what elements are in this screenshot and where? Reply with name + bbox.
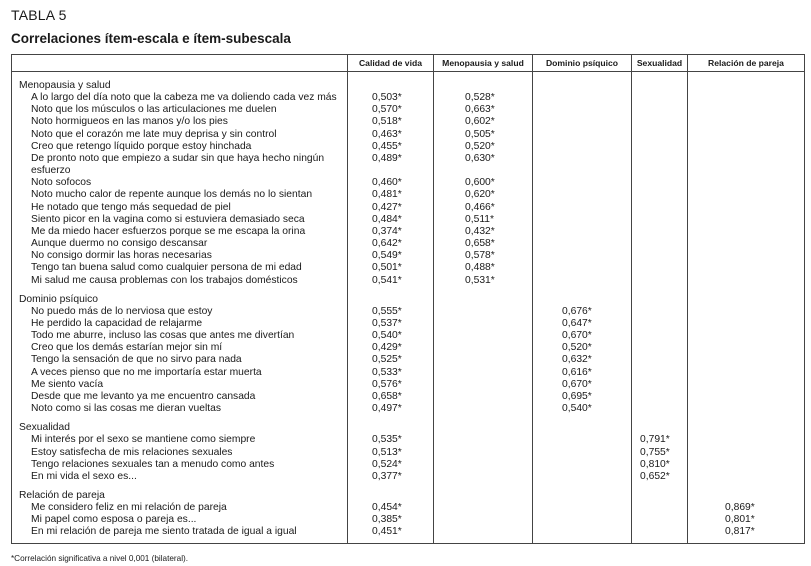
spacer-cell xyxy=(688,483,805,490)
correlation-value xyxy=(688,379,805,391)
item-text: He notado que tengo más sequedad de piel xyxy=(12,202,348,214)
spacer-cell xyxy=(348,539,434,544)
table-row xyxy=(12,153,805,177)
correlation-value: 0,549* xyxy=(348,250,434,262)
section-spacer-cell xyxy=(688,422,805,434)
correlation-value: 0,578* xyxy=(434,250,533,262)
correlation-value: 0,488* xyxy=(434,262,533,274)
table-row xyxy=(12,403,805,415)
correlation-value xyxy=(688,250,805,262)
correlation-value xyxy=(434,379,533,391)
table-row xyxy=(12,459,805,471)
table-title: Correlaciones ítem-escala e ítem-subescala xyxy=(11,31,291,46)
correlation-value xyxy=(632,104,688,116)
correlation-value xyxy=(688,226,805,238)
table-row xyxy=(12,502,805,514)
section-title: Menopausia y salud xyxy=(12,80,348,92)
correlation-value: 0,460* xyxy=(348,177,434,189)
correlation-value: 0,676* xyxy=(533,306,632,318)
item-text: Creo que retengo líquido porque estoy hinchada xyxy=(12,141,348,153)
table-row xyxy=(12,141,805,153)
spacer-cell xyxy=(632,72,688,81)
correlation-value xyxy=(533,116,632,128)
correlation-value xyxy=(434,502,533,514)
spacer-cell xyxy=(12,72,348,81)
item-text: Mi salud me causa problemas con los trabajos domésticos xyxy=(12,275,348,287)
spacer-cell xyxy=(348,415,434,422)
table-row xyxy=(12,202,805,214)
section-spacer-cell xyxy=(348,490,434,502)
correlation-value xyxy=(533,153,632,177)
correlation-value xyxy=(688,202,805,214)
correlation-value: 0,535* xyxy=(348,434,434,446)
correlation-value xyxy=(533,141,632,153)
correlation-value xyxy=(632,116,688,128)
table-row xyxy=(12,514,805,526)
correlation-value xyxy=(632,275,688,287)
table-row xyxy=(12,226,805,238)
correlation-value xyxy=(434,514,533,526)
table-row xyxy=(12,116,805,128)
spacer-cell xyxy=(533,483,632,490)
spacer-cell xyxy=(533,287,632,294)
spacer-cell xyxy=(434,539,533,544)
correlation-value xyxy=(434,403,533,415)
correlation-value xyxy=(688,330,805,342)
correlation-value: 0,501* xyxy=(348,262,434,274)
spacer-cell xyxy=(348,72,434,81)
spacer-cell xyxy=(434,72,533,81)
item-text: En mi relación de pareja me siento tratada de igual a igual xyxy=(12,526,348,538)
item-text: De pronto noto que empiezo a sudar sin que haya hecho ningún esfuerzo xyxy=(12,153,348,177)
correlation-value xyxy=(632,189,688,201)
correlation-value: 0,427* xyxy=(348,202,434,214)
header-dominio-psiquico: Dominio psíquico xyxy=(533,55,632,72)
correlation-value: 0,481* xyxy=(348,189,434,201)
section-title: Relación de pareja xyxy=(12,490,348,502)
item-text: A lo largo del día noto que la cabeza me va doliendo cada vez más xyxy=(12,92,348,104)
spacer-row xyxy=(12,287,805,294)
correlation-value xyxy=(688,447,805,459)
correlation-value xyxy=(434,447,533,459)
correlation-value xyxy=(632,403,688,415)
item-text: Tengo la sensación de que no sirvo para nada xyxy=(12,354,348,366)
correlation-value: 0,555* xyxy=(348,306,434,318)
correlation-value: 0,466* xyxy=(434,202,533,214)
table-row xyxy=(12,526,805,538)
correlation-value xyxy=(632,318,688,330)
item-text: Me siento vacía xyxy=(12,379,348,391)
correlation-value xyxy=(688,403,805,415)
table-row xyxy=(12,250,805,262)
correlation-value xyxy=(632,330,688,342)
correlation-value: 0,620* xyxy=(434,189,533,201)
section-spacer-cell xyxy=(434,490,533,502)
spacer-cell xyxy=(348,287,434,294)
correlation-value xyxy=(688,92,805,104)
correlation-value xyxy=(632,306,688,318)
correlation-value xyxy=(632,502,688,514)
section-spacer-cell xyxy=(533,422,632,434)
item-text: Tengo tan buena salud como cualquier persona de mi edad xyxy=(12,262,348,274)
spacer-cell xyxy=(434,287,533,294)
correlation-value: 0,518* xyxy=(348,116,434,128)
spacer-cell xyxy=(533,539,632,544)
correlation-value: 0,533* xyxy=(348,367,434,379)
correlation-value xyxy=(533,502,632,514)
header-relacion-de-pareja: Relación de pareja xyxy=(688,55,805,72)
correlation-value xyxy=(688,129,805,141)
item-text: Noto sofocos xyxy=(12,177,348,189)
correlation-value: 0,663* xyxy=(434,104,533,116)
correlation-value xyxy=(632,354,688,366)
correlation-value: 0,540* xyxy=(348,330,434,342)
correlation-value xyxy=(632,177,688,189)
item-text: Tengo relaciones sexuales tan a menudo como antes xyxy=(12,459,348,471)
correlation-table xyxy=(11,54,805,544)
item-text: Mi papel como esposa o pareja es... xyxy=(12,514,348,526)
section-spacer-cell xyxy=(434,422,533,434)
correlation-value: 0,497* xyxy=(348,403,434,415)
correlation-value xyxy=(533,250,632,262)
correlation-value: 0,528* xyxy=(434,92,533,104)
correlation-value: 0,670* xyxy=(533,330,632,342)
correlation-value xyxy=(434,318,533,330)
correlation-value: 0,652* xyxy=(632,471,688,483)
correlation-value xyxy=(533,214,632,226)
table-row xyxy=(12,92,805,104)
correlation-value: 0,670* xyxy=(533,379,632,391)
section-spacer-cell xyxy=(688,80,805,92)
correlation-value: 0,602* xyxy=(434,116,533,128)
correlation-value xyxy=(434,526,533,538)
correlation-value xyxy=(533,459,632,471)
correlation-value xyxy=(632,141,688,153)
correlation-value: 0,755* xyxy=(632,447,688,459)
correlation-value xyxy=(434,434,533,446)
correlation-value xyxy=(688,238,805,250)
item-text: Noto que el corazón me late muy deprisa y sin control xyxy=(12,129,348,141)
correlation-value xyxy=(533,262,632,274)
correlation-value: 0,642* xyxy=(348,238,434,250)
section-spacer-cell xyxy=(348,80,434,92)
item-text: Mi interés por el sexo se mantiene como siempre xyxy=(12,434,348,446)
table-row xyxy=(12,354,805,366)
item-text: Todo me aburre, incluso las cosas que antes me divertían xyxy=(12,330,348,342)
spacer-cell xyxy=(12,539,348,544)
spacer-row xyxy=(12,415,805,422)
spacer-cell xyxy=(632,415,688,422)
correlation-value: 0,484* xyxy=(348,214,434,226)
section-spacer-cell xyxy=(348,294,434,306)
correlation-value: 0,632* xyxy=(533,354,632,366)
correlation-value: 0,489* xyxy=(348,153,434,177)
spacer-cell xyxy=(12,287,348,294)
correlation-value: 0,505* xyxy=(434,129,533,141)
correlation-value xyxy=(632,202,688,214)
correlation-value xyxy=(688,177,805,189)
correlation-value xyxy=(533,104,632,116)
correlation-value xyxy=(434,459,533,471)
header-item xyxy=(12,55,348,72)
correlation-value: 0,817* xyxy=(688,526,805,538)
correlation-value xyxy=(632,379,688,391)
correlation-value xyxy=(533,129,632,141)
correlation-value xyxy=(632,367,688,379)
table-label: TABLA 5 xyxy=(11,7,67,23)
correlation-value: 0,600* xyxy=(434,177,533,189)
correlation-value: 0,525* xyxy=(348,354,434,366)
correlation-value: 0,511* xyxy=(434,214,533,226)
correlation-value xyxy=(688,104,805,116)
correlation-value: 0,570* xyxy=(348,104,434,116)
spacer-cell xyxy=(688,415,805,422)
spacer-cell xyxy=(688,287,805,294)
correlation-value xyxy=(688,471,805,483)
section-spacer-cell xyxy=(632,294,688,306)
correlation-value xyxy=(632,526,688,538)
correlation-value: 0,385* xyxy=(348,514,434,526)
section-title: Dominio psíquico xyxy=(12,294,348,306)
item-text: Noto que los músculos o las articulaciones me duelen xyxy=(12,104,348,116)
spacer-cell xyxy=(434,483,533,490)
item-text: Siento picor en la vagina como si estuviera demasiado seca xyxy=(12,214,348,226)
table-row xyxy=(12,471,805,483)
correlation-value xyxy=(533,92,632,104)
table-row xyxy=(12,379,805,391)
spacer-row xyxy=(12,539,805,544)
spacer-cell xyxy=(688,72,805,81)
correlation-value: 0,524* xyxy=(348,459,434,471)
section-spacer-cell xyxy=(348,422,434,434)
item-text: Noto mucho calor de repente aunque los demás no lo sientan xyxy=(12,189,348,201)
correlation-value: 0,576* xyxy=(348,379,434,391)
correlation-value xyxy=(533,238,632,250)
spacer-cell xyxy=(688,539,805,544)
item-text: Desde que me levanto ya me encuentro cansada xyxy=(12,391,348,403)
correlation-value xyxy=(632,129,688,141)
item-text: A veces pienso que no me importaría estar muerta xyxy=(12,367,348,379)
table-body xyxy=(12,72,805,544)
correlation-value xyxy=(533,202,632,214)
spacer-cell xyxy=(12,415,348,422)
correlation-value xyxy=(688,141,805,153)
correlation-value xyxy=(688,262,805,274)
correlation-value: 0,791* xyxy=(632,434,688,446)
section-spacer-cell xyxy=(533,80,632,92)
correlation-value xyxy=(632,214,688,226)
correlation-value xyxy=(434,391,533,403)
spacer-row xyxy=(12,72,805,81)
correlation-value xyxy=(533,526,632,538)
item-text: Creo que los demás estarían mejor sin mí xyxy=(12,342,348,354)
table-row xyxy=(12,104,805,116)
spacer-cell xyxy=(632,539,688,544)
correlation-value xyxy=(434,330,533,342)
table-row xyxy=(12,367,805,379)
correlation-value: 0,630* xyxy=(434,153,533,177)
correlation-value xyxy=(533,226,632,238)
item-text: No puedo más de lo nerviosa que estoy xyxy=(12,306,348,318)
correlation-value xyxy=(688,153,805,177)
correlation-value: 0,503* xyxy=(348,92,434,104)
section-spacer-cell xyxy=(632,422,688,434)
correlation-value xyxy=(688,367,805,379)
correlation-value: 0,540* xyxy=(533,403,632,415)
correlation-value: 0,451* xyxy=(348,526,434,538)
table-row xyxy=(12,342,805,354)
table-row xyxy=(12,275,805,287)
section-row xyxy=(12,80,805,92)
correlation-value xyxy=(434,354,533,366)
correlation-value xyxy=(434,471,533,483)
item-text: Aunque duermo no consigo descansar xyxy=(12,238,348,250)
table-row xyxy=(12,434,805,446)
table-row xyxy=(12,447,805,459)
correlation-value: 0,429* xyxy=(348,342,434,354)
correlation-value: 0,432* xyxy=(434,226,533,238)
section-spacer-cell xyxy=(533,490,632,502)
correlation-value xyxy=(533,447,632,459)
correlation-value: 0,463* xyxy=(348,129,434,141)
correlation-value xyxy=(688,354,805,366)
correlation-value: 0,810* xyxy=(632,459,688,471)
correlation-value xyxy=(688,391,805,403)
table-row xyxy=(12,214,805,226)
correlation-value xyxy=(688,189,805,201)
correlation-value: 0,695* xyxy=(533,391,632,403)
correlation-value: 0,520* xyxy=(533,342,632,354)
section-spacer-cell xyxy=(688,294,805,306)
spacer-cell xyxy=(533,415,632,422)
correlation-value xyxy=(688,459,805,471)
table-row xyxy=(12,318,805,330)
correlation-value: 0,616* xyxy=(533,367,632,379)
spacer-cell xyxy=(434,415,533,422)
section-row xyxy=(12,294,805,306)
correlation-value xyxy=(632,391,688,403)
section-row xyxy=(12,490,805,502)
section-spacer-cell xyxy=(434,80,533,92)
correlation-value xyxy=(434,342,533,354)
correlation-value xyxy=(632,514,688,526)
correlation-value: 0,801* xyxy=(688,514,805,526)
table-row xyxy=(12,129,805,141)
footnote: *Correlación significativa a nivel 0,001 (bilateral). xyxy=(11,554,189,563)
correlation-value xyxy=(688,318,805,330)
correlation-value xyxy=(434,306,533,318)
correlation-value xyxy=(632,238,688,250)
table-row xyxy=(12,262,805,274)
spacer-cell xyxy=(632,287,688,294)
table-row xyxy=(12,330,805,342)
spacer-cell xyxy=(533,72,632,81)
correlation-value: 0,658* xyxy=(348,391,434,403)
correlation-value: 0,513* xyxy=(348,447,434,459)
correlation-value: 0,537* xyxy=(348,318,434,330)
correlation-value xyxy=(533,177,632,189)
item-text: No consigo dormir las horas necesarias xyxy=(12,250,348,262)
correlation-value xyxy=(688,116,805,128)
correlation-value: 0,454* xyxy=(348,502,434,514)
correlation-value: 0,658* xyxy=(434,238,533,250)
table-row xyxy=(12,306,805,318)
table-row xyxy=(12,391,805,403)
correlation-value: 0,520* xyxy=(434,141,533,153)
correlation-value xyxy=(533,434,632,446)
header-menopausia-y-salud: Menopausia y salud xyxy=(434,55,533,72)
correlation-value xyxy=(632,226,688,238)
section-spacer-cell xyxy=(632,80,688,92)
item-text: Me da miedo hacer esfuerzos porque se me escapa la orina xyxy=(12,226,348,238)
correlation-value xyxy=(533,471,632,483)
correlation-value: 0,541* xyxy=(348,275,434,287)
table-row xyxy=(12,238,805,250)
item-text: Noto hormigueos en las manos y/o los pies xyxy=(12,116,348,128)
header-row xyxy=(12,55,805,72)
spacer-cell xyxy=(348,483,434,490)
correlation-value xyxy=(688,434,805,446)
section-title: Sexualidad xyxy=(12,422,348,434)
table-row xyxy=(12,189,805,201)
correlation-value xyxy=(533,189,632,201)
correlation-value: 0,531* xyxy=(434,275,533,287)
spacer-cell xyxy=(12,483,348,490)
header-sexualidad: Sexualidad xyxy=(632,55,688,72)
correlation-value: 0,377* xyxy=(348,471,434,483)
item-text: Me considero feliz en mi relación de pareja xyxy=(12,502,348,514)
header-calidad-de-vida: Calidad de vida xyxy=(348,55,434,72)
correlation-value xyxy=(688,306,805,318)
correlation-value: 0,647* xyxy=(533,318,632,330)
section-spacer-cell xyxy=(434,294,533,306)
item-text: Noto como si las cosas me dieran vueltas xyxy=(12,403,348,415)
item-text: En mi vida el sexo es... xyxy=(12,471,348,483)
correlation-value: 0,455* xyxy=(348,141,434,153)
section-row xyxy=(12,422,805,434)
correlation-value xyxy=(632,250,688,262)
correlation-value xyxy=(688,275,805,287)
correlation-value xyxy=(688,342,805,354)
table-row xyxy=(12,177,805,189)
correlation-value xyxy=(632,153,688,177)
item-text: He perdido la capacidad de relajarme xyxy=(12,318,348,330)
correlation-value xyxy=(632,92,688,104)
item-text: Estoy satisfecha de mis relaciones sexuales xyxy=(12,447,348,459)
section-spacer-cell xyxy=(632,490,688,502)
spacer-row xyxy=(12,483,805,490)
correlation-value xyxy=(533,275,632,287)
correlation-value xyxy=(533,514,632,526)
spacer-cell xyxy=(632,483,688,490)
correlation-value xyxy=(632,342,688,354)
section-spacer-cell xyxy=(533,294,632,306)
correlation-value xyxy=(632,262,688,274)
correlation-value xyxy=(688,214,805,226)
section-spacer-cell xyxy=(688,490,805,502)
correlation-value: 0,869* xyxy=(688,502,805,514)
correlation-value xyxy=(434,367,533,379)
correlation-value: 0,374* xyxy=(348,226,434,238)
